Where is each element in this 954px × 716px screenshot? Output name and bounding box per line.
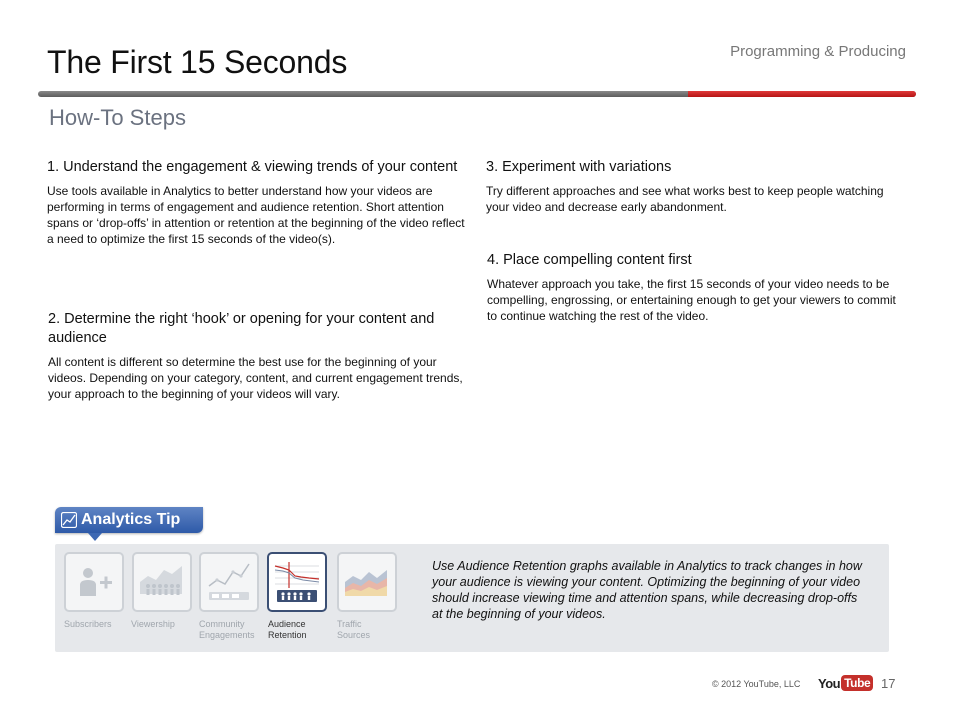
page-subtitle: How-To Steps	[49, 105, 186, 130]
audience-retention-icon	[271, 556, 323, 608]
tile-subscribers[interactable]	[64, 552, 124, 612]
step-heading: 1. Understand the engagement & viewing trends of your content	[47, 159, 458, 175]
step-heading: 3. Experiment with variations	[486, 159, 672, 175]
step-4	[487, 251, 905, 324]
viewership-icon	[136, 556, 188, 608]
traffic-sources-icon	[341, 556, 393, 608]
step-2	[48, 310, 468, 402]
page-title: The First 15 Seconds	[47, 44, 348, 80]
step-heading: 2. Determine the right ‘hook’ or opening for your content and audience	[48, 311, 435, 346]
tile-label-traffic-sources: Traffic Sources	[337, 619, 371, 640]
analytics-tip-text: Use Audience Retention graphs available in Analytics to track changes in how your audience is viewing your content. Optimizing the beginning of your video should increase viewing time and attention spans, while decreasing drop-offs at the beginning of your videos.	[432, 559, 862, 621]
tile-label-audience-retention: Audience Retention	[268, 619, 307, 640]
tile-label-subscribers: Subscribers	[64, 619, 112, 629]
header-divider	[38, 91, 916, 97]
header-divider-accent	[688, 91, 916, 97]
tile-audience-retention[interactable]	[267, 552, 327, 612]
step-3	[486, 158, 901, 215]
step-body: All content is different so determine the best use for the beginning of your videos. Depending on your category, content, and current engagement trends, your approach to the beginning of your videos will vary.	[48, 355, 463, 401]
badge-pointer	[88, 533, 102, 541]
community-engagement-icon	[203, 556, 255, 608]
subscriber-add-icon	[68, 556, 120, 608]
step-1	[47, 158, 472, 247]
copyright: © 2012 YouTube, LLC	[712, 679, 801, 689]
tile-viewership[interactable]	[132, 552, 192, 612]
youtube-logo: You Tube	[818, 674, 873, 692]
page-number: 17	[881, 676, 896, 691]
step-body: Try different approaches and see what works best to keep people watching your video and decrease early abandonment.	[486, 184, 884, 214]
tile-community-engagements[interactable]	[199, 552, 259, 612]
section-label: Programming & Producing	[730, 43, 906, 60]
step-heading: 4. Place compelling content first	[487, 252, 692, 268]
analytics-tip-label: Analytics Tip	[81, 511, 181, 528]
step-body: Use tools available in Analytics to better understand how your videos are performing in terms of engagement and audience retention. Short attention spans or ‘drop-offs’ in attention or retention at the beginning of the video reflect a need to optimize the first 15 seconds of the video(s).	[47, 184, 465, 246]
chart-line-icon	[61, 512, 77, 528]
step-body: Whatever approach you take, the first 15 seconds of your video needs to be compelling, engrossing, or entertaining enough to get your viewers to commit to continue watching the rest of the video.	[487, 277, 896, 323]
tile-traffic-sources[interactable]	[337, 552, 397, 612]
tile-label-community-engagements: Community Engagements	[199, 619, 255, 640]
analytics-tip-badge	[55, 507, 203, 533]
tile-label-viewership: Viewership	[131, 619, 175, 629]
